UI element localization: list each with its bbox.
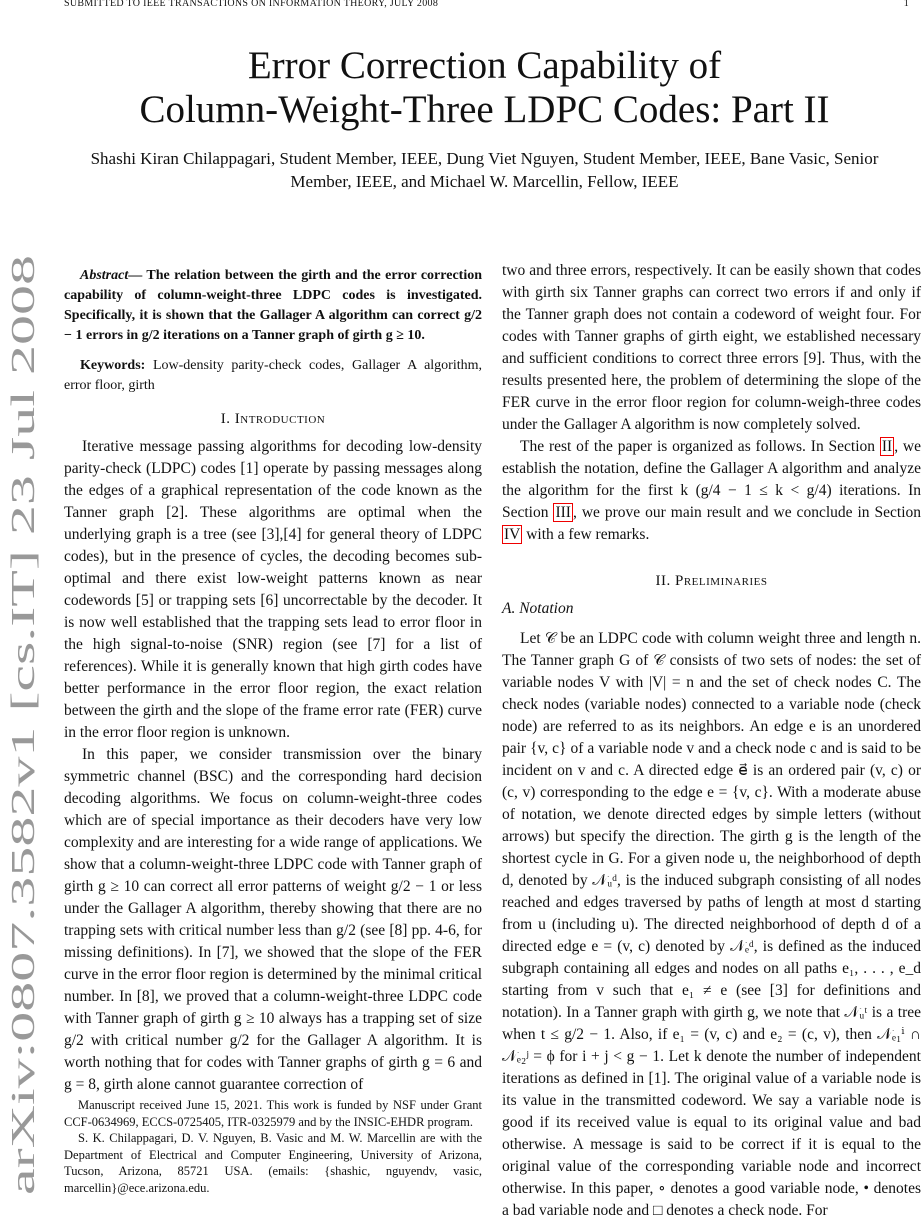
abstract-label: Abstract [80,268,129,283]
keywords [64,356,482,396]
page-number: 1 [903,0,909,9]
author-list [60,147,909,193]
authors-line-1: Shashi Kiran Chilappagari, Student Member, IEEE, Dung Viet Nguyen, Student Member, IEEE, Bane Vasic, Senior [90,149,879,168]
title-line-1: Error Correction Capability of [247,44,722,87]
right-column [502,260,921,1222]
footnote-affiliations: S. K. Chilappagari, D. V. Nguyen, B. Vasic and M. W. Marcellin are with the Department of Electrical and Computer Engineering, University of Arizona, Tucson, Arizona, 85721 USA. (emails: {shashic, nguyendv, vasic, marcellin}@ece.arizona.edu. [64,1131,482,1195]
abstract: Abstract— The relation between the girth and the error correction capability of column-weight-three LDPC codes is investigated. Specifically, it is shown that the Gallager A algorithm can correct g/2 − 1 errors in g/2 iterations on a Tanner graph of girth g ≥ 10. [64,268,482,343]
arxiv-stamp [4,250,42,1200]
outline-text-c: , we prove our main result and we conclude in Section [572,504,922,521]
left-column [64,266,482,1096]
section-heading-introduction: I. Introduction [220,411,326,427]
notation-paragraph-1: Let 𝒞 be an LDPC code with column weight three and length n. The Tanner graph G of 𝒞 consists of two sets of nodes: the set of variable nodes V with |V| = n and the set of check nodes C. The check nodes (variable nodes) connected to a variable node (check node) are referred to as its neighbors. An edge e is an unordered pair {v, c} of a variable node v and a check node c and is said to be incident on v and c. A directed edge e⃗ is an ordered pair (v, c) or (c, v) corresponding to the edge e = {v, c}. With a moderate abuse of notation, we denote directed edges by simple letters (without arrows) but specify the direction. The girth g is the length of the shortest cycle in G. For a given node u, the neighborhood of depth d, denoted by 𝒩ᵤᵈ, is the induced subgraph consisting of all nodes reached and edges traversed by paths of length at most d starting from u (including u). The directed neighborhood of depth d of a directed edge e = (v, c) denoted by 𝒩ₑᵈ, is defined as the induced subgraph containing all edges and nodes on all paths e₁, . . . , e_d starting from v such that e₁ ≠ e (see [3] for definitions and notation). In a Tanner graph with girth g, we note that 𝒩ᵤᵗ is a tree when t ≤ g/2 − 1. Also, if e₁ = (v, c) and e₂ = (c, v), then 𝒩ₑ₁ⁱ ∩ 𝒩ₑ₂ʲ = ϕ for i + j < g − 1. Let k denote the number of independent iterations as defined in [1]. The original value of a variable node is its value in the transmitted codeword. We say a variable node is good if its received value is equal to its original value and bad otherwise. A message is said to be correct if it is equal to the original value of the corresponding variable node and incorrect otherwise. In this paper, ∘ denotes a good variable node, • denotes a bad variable node and □ denotes a check node. For [502,630,921,1219]
intro-paragraph-2: In this paper, we consider transmission over the binary symmetric channel (BSC) and the corresponding hard decision decoding algorithms. We focus on column-weight-three codes which are of special importance as their decoders have very low complexity and are interesting for a wide range of applications. We show that a column-weight-three LDPC code with Tanner graph of girth g ≥ 10 can correct all error patterns of weight g/2 − 1 or less under the Gallager A algorithm, thereby showing that there are no trapping sets with critical number less than g/2 (see [8] pp. 4-6, for missing definitions). In [7], we showed that the slope of the FER curve in the error floor region is determined by the minimal critical number. In [8], we proved that a column-weight-three LDPC code with Tanner graph of girth g ≥ 10 always has a trapping set of size g/2 with critical number g/2 for the Gallager A algorithm. It is worth nothing that for codes with Tanner graphs of girth g = 6 and g = 8, girth alone cannot guarantee correction of [64,746,482,1093]
arxiv-stamp-text: arXiv:0807.3582v1 [cs.IT] 23 Jul 2008 [5,662,42,1195]
paper-title [60,44,909,132]
right-paragraph-1: two and three errors, respectively. It can be easily shown that codes with girth six Tanner graphs can correct two errors if and only if the Tanner graph does not contain a codeword of weight four. For codes with Tanner graphs of girth eight, we established necessary and sufficient conditions to correct three errors [9]. Thus, with the results presented here, the problem of determining the slope of the FER curve in the error floor region for column-weigh-three codes under the Gallager A algorithm is now completely solved. [502,262,921,433]
title-line-2: Column-Weight-Three LDPC Codes: Part II [139,88,830,131]
section-ref-link-4[interactable]: IV [504,526,521,543]
authors-line-2: Member, IEEE, and Michael W. Marcellin, Fellow, IEEE [290,172,679,191]
keywords-label: Keywords: [80,358,146,373]
running-header [64,0,909,12]
outline-text-d: with a few remarks. [526,526,650,543]
section-heading-preliminaries: II. Preliminaries [655,573,768,589]
subsection-heading-notation: A. Notation [502,600,574,617]
section-ref-link-2[interactable]: II [881,438,893,455]
right-paragraph-2 [502,436,921,546]
footnotes [64,1097,482,1196]
footnote-manuscript: Manuscript received June 15, 2021. This work is funded by NSF under Grant CCF-0634969, ECCS-0725405, ITR-0325979 and by the INSIC-EHDR program. [64,1098,482,1129]
outline-text-b: , we establish the notation, define the Gallager A algorithm and analyze the algorithm for the first k (g/4 − 1 ≤ k < g/4) iterations. In Section [502,438,921,521]
keywords-text: Low-density parity-check codes, Gallager A algorithm, error floor, girth [64,358,483,393]
running-header-title: SUBMITTED TO IEEE TRANSACTIONS ON INFORMATION THEORY, JULY 2008 [64,0,439,9]
section-ref-link-3[interactable]: III [555,504,571,521]
abstract-text: The relation between the girth and the error correction capability of column-weight-three LDPC codes is investigated. Specifically, it is shown that the Gallager A algorithm can correct g/2 − 1 errors in g/2 iterations on a Tanner graph of girth g ≥ 10. [64,268,482,343]
intro-paragraph-1: Iterative message passing algorithms for decoding low-density parity-check (LDPC) codes [1] operate by passing messages along the edges of a graphical representation of the code known as the Tanner graph [2]. These algorithms are optimal when the underlying graph is a tree (see [3],[4] for general theory of LDPC codes), but in the presence of cycles, the decoding becomes sub-optimal and there exist low-weight patterns known as near codewords [5] or trapping sets [6] uncorrectable by the decoder. It is now well established that the trapping sets lead to error floor in the high signal-to-noise (SNR) region (see [7] for a list of references). While it is generally known that high girth codes have better performance in the error floor region, the exact relation between the girth and the slope of the frame error rate (FER) curve in the error floor region is unknown. [64,438,482,741]
outline-text-a: The rest of the paper is organized as follows. In Section [520,438,876,455]
